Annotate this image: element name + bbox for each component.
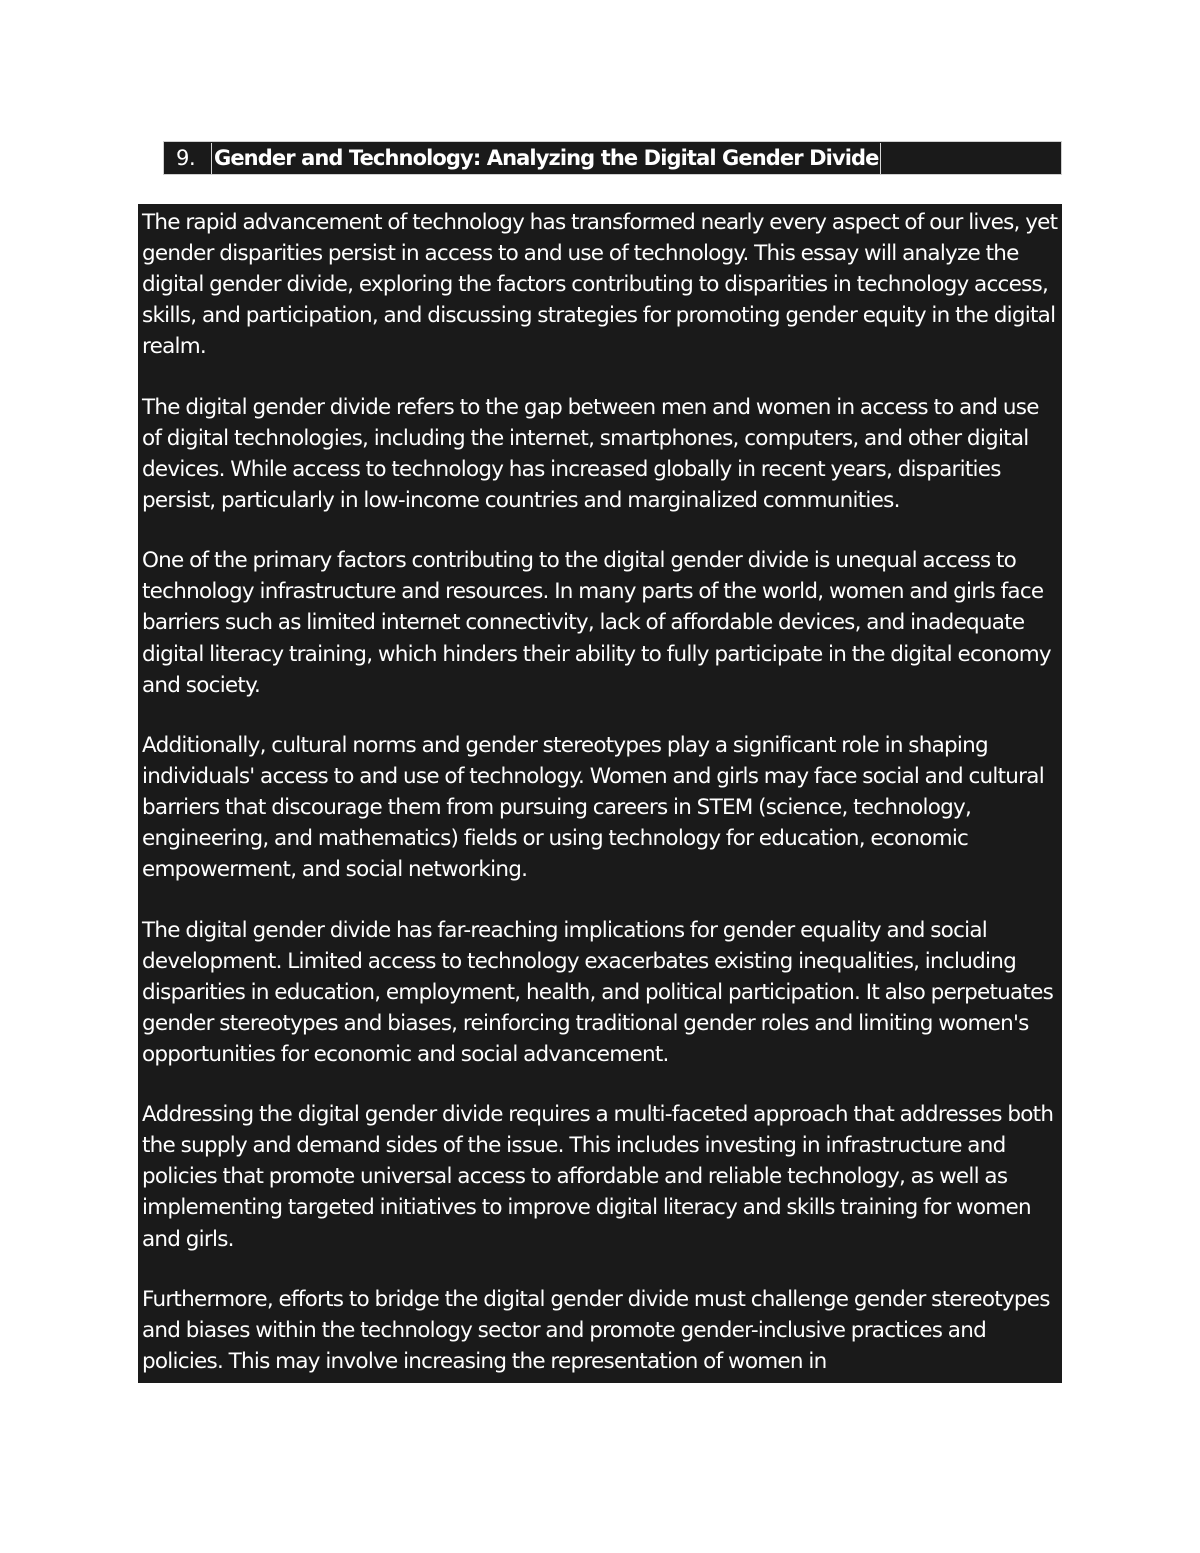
paragraph-approach[interactable]: Addressing the digital gender divide requires a multi-faceted approach that addresses both the supply and demand sides of the issue. This includes investing in infrastructure and policies that promote universal access to affordable and reliable technology, as well as implementing targeted initiatives to improve digital literacy and skills training for women and girls. (142, 1102, 1054, 1252)
paragraph-intro[interactable]: The rapid advancement of technology has transformed nearly every aspect of our lives, yet gender disparities persist in access to and use of technology. This essay will analyze the digital gender divide, exploring the factors contributing to disparities in technology access, skills, and participation, and discussing strategies for promoting gender equity in the digital realm. (142, 210, 1058, 360)
paragraph-stereotypes[interactable]: Furthermore, efforts to bridge the digital gender divide must challenge gender stereotypes and biases within the technology sector and promote gender-inclusive practices and policies. This may involve increasing the representation of women in (142, 1286, 1050, 1375)
paragraph-implications[interactable]: The digital gender divide has far-reaching implications for gender equality and social development. Limited access to technology exacerbates existing inequalities, including disparities in education, employment, health, and political participation. It also perpetuates gender stereotypes and biases, reinforcing traditional gender roles and limiting women's opportunities for economic and social advancement. (142, 917, 1054, 1067)
paragraph-cultural-norms[interactable]: Additionally, cultural norms and gender stereotypes play a significant role in shaping individuals' access to and use of technology. Women and girls may face social and cultural barriers that discourage them from pursuing careers in STEM (science, technology, engineering, and mathematics) fields or using technology for education, economic empowerment, and social networking. (142, 732, 1044, 883)
paragraph-access-factors[interactable]: One of the primary factors contributing to the digital gender divide is unequal access to technology infrastructure and resources. In many parts of the world, women and girls face barriers such as limited internet connectivity, lack of affordable devices, and inadequate digital literacy training, which hinders their ability to fully participate in the digital economy and society. (142, 548, 1051, 698)
paragraph-definition[interactable]: The digital gender divide refers to the gap between men and women in access to and use of digital technologies, including the internet, smartphones, computers, and other digital devices. While access to technology has increased globally in recent years, disparities persist, particularly in low-income countries and marginalized communities. (142, 394, 1039, 513)
essay-text (142, 207, 1060, 1383)
heading-number: 9. (176, 146, 196, 170)
heading-title[interactable]: Gender and Technology: Analyzing the Digital Gender Divide (211, 143, 881, 174)
essay-body (138, 204, 1062, 1383)
